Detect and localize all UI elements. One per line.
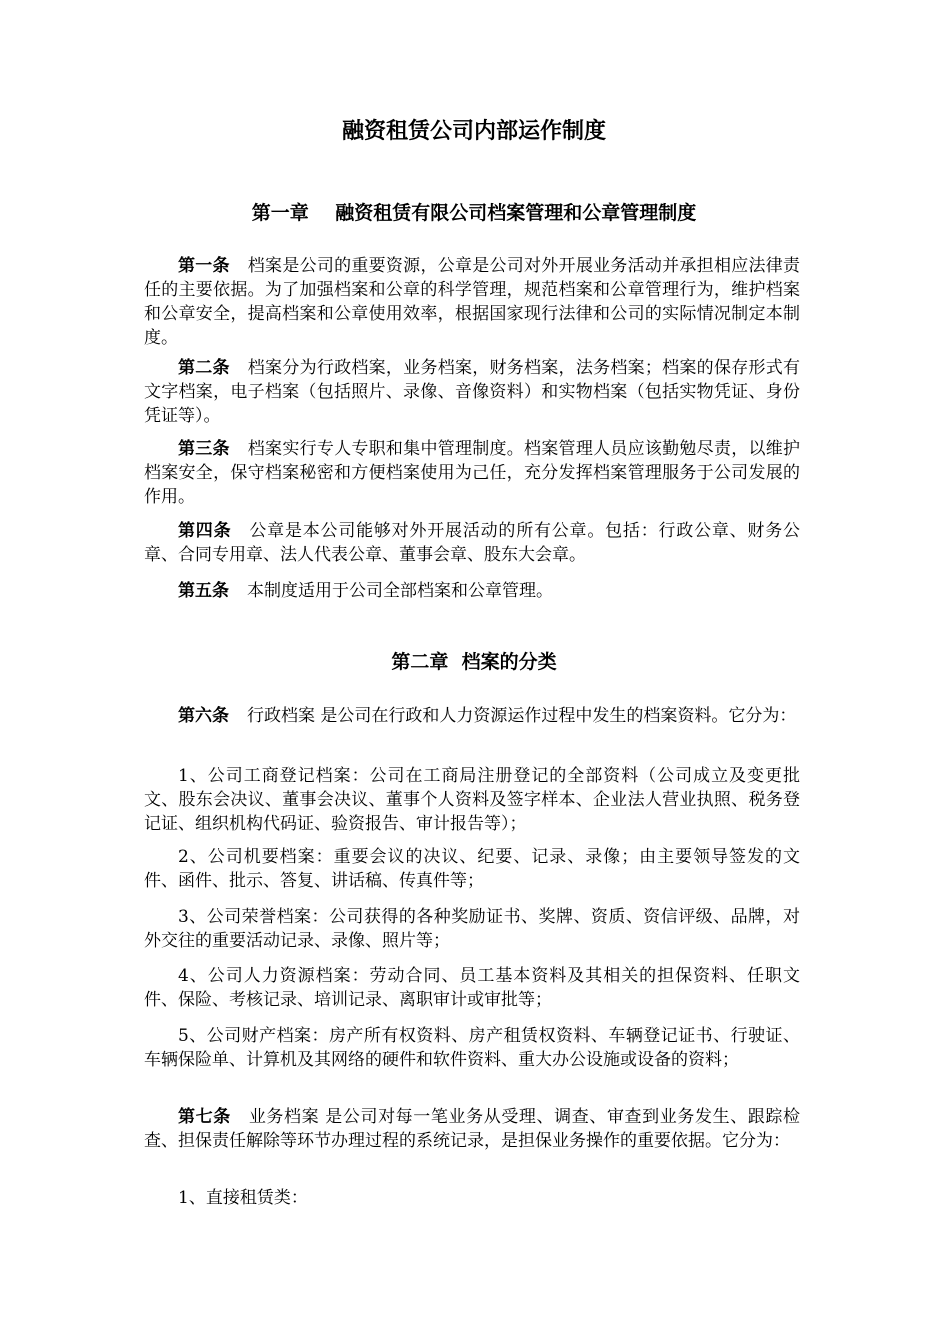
article-5-label: 第五条 bbox=[178, 581, 229, 601]
article-1-label: 第一条 bbox=[178, 256, 230, 276]
article-3-label: 第三条 bbox=[178, 439, 230, 459]
article-3-text: 档案实行专人专职和集中管理制度。档案管理人员应该勤勉尽责，以维护档案安全，保守档案秘密和方便档案使用为己任，充分发挥档案管理服务于公司发展的作用。 bbox=[144, 439, 801, 507]
document-title: 融资租赁公司内部运作制度 bbox=[341, 119, 606, 144]
list-item-5: 5、公司财产档案：房产所有权资料、房产租赁权资料、车辆登记证书、行驶证、车辆保险单、计算机及其网络的硬件和软件资料、重大办公设施或设备的资料； bbox=[144, 1026, 800, 1070]
article-2-label: 第二条 bbox=[178, 358, 230, 378]
article-1 bbox=[144, 254, 800, 350]
article-4 bbox=[144, 519, 800, 567]
chapter-1-heading: 第一章 融资租赁有限公司档案管理和公章管理制度 bbox=[251, 202, 697, 224]
article-4-text: 公章是本公司能够对外开展活动的所有公章。包括：行政公章、财务公章、合同专用章、法人代表公章、董事会章、股东大会章。 bbox=[144, 521, 801, 565]
article-5-text: 本制度适用于公司全部档案和公章管理。 bbox=[247, 581, 553, 601]
list-item-1: 1、公司工商登记档案：公司在工商局注册登记的全部资料（公司成立及变更批文、股东会决议、董事会决议、董事个人资料及签字样本、企业法人营业执照、税务登记证、组织机构代码证、验资报告、审计报告等）； bbox=[144, 766, 800, 834]
article-3 bbox=[144, 437, 800, 509]
article-7 bbox=[144, 1105, 800, 1153]
article-6 bbox=[144, 704, 800, 728]
list-item-3: 3、公司荣誉档案：公司获得的各种奖励证书、奖牌、资质、资信评级、品牌，对外交往的重要活动记录、录像、照片等； bbox=[144, 907, 800, 951]
article-2-text: 档案分为行政档案，业务档案，财务档案，法务档案；档案的保存形式有文字档案，电子档案（包括照片、录像、音像资料）和实物档案（包括实物凭证、身份凭证等）。 bbox=[144, 358, 801, 426]
article-6-label: 第六条 bbox=[178, 706, 229, 726]
list-item-4: 4、公司人力资源档案：劳动合同、员工基本资料及其相关的担保资料、任职文件、保险、考核记录、培训记录、离职审计或审批等； bbox=[144, 966, 800, 1010]
article-4-label: 第四条 bbox=[178, 521, 232, 541]
article-7-label: 第七条 bbox=[178, 1107, 231, 1127]
article-2 bbox=[144, 356, 800, 428]
chapter-2-heading: 第二章 档案的分类 bbox=[391, 651, 557, 673]
article-1-text: 档案是公司的重要资源，公章是公司对外开展业务活动并承担相应法律责任的主要依据。为了加强档案和公章的科学管理，规范档案和公章管理行为，维护档案和公章安全，提高档案和公章使用效率，根据国家现行法律和公司的实际情况制定本制度。 bbox=[144, 256, 801, 348]
list-item-6: 1、直接租赁类： bbox=[178, 1188, 308, 1208]
article-7-text: 业务档案 是公司对每一笔业务从受理、调查、审查到业务发生、跟踪检查、担保责任解除等环节办理过程的系统记录，是担保业务操作的重要依据。它分为： bbox=[144, 1107, 801, 1151]
article-6-text: 行政档案 是公司在行政和人力资源运作过程中发生的档案资料。它分为： bbox=[247, 706, 797, 726]
list-item-2: 2、公司机要档案：重要会议的决议、纪要、记录、录像；由主要领导签发的文件、函件、批示、答复、讲话稿、传真件等； bbox=[144, 847, 800, 891]
article-5 bbox=[144, 579, 800, 603]
